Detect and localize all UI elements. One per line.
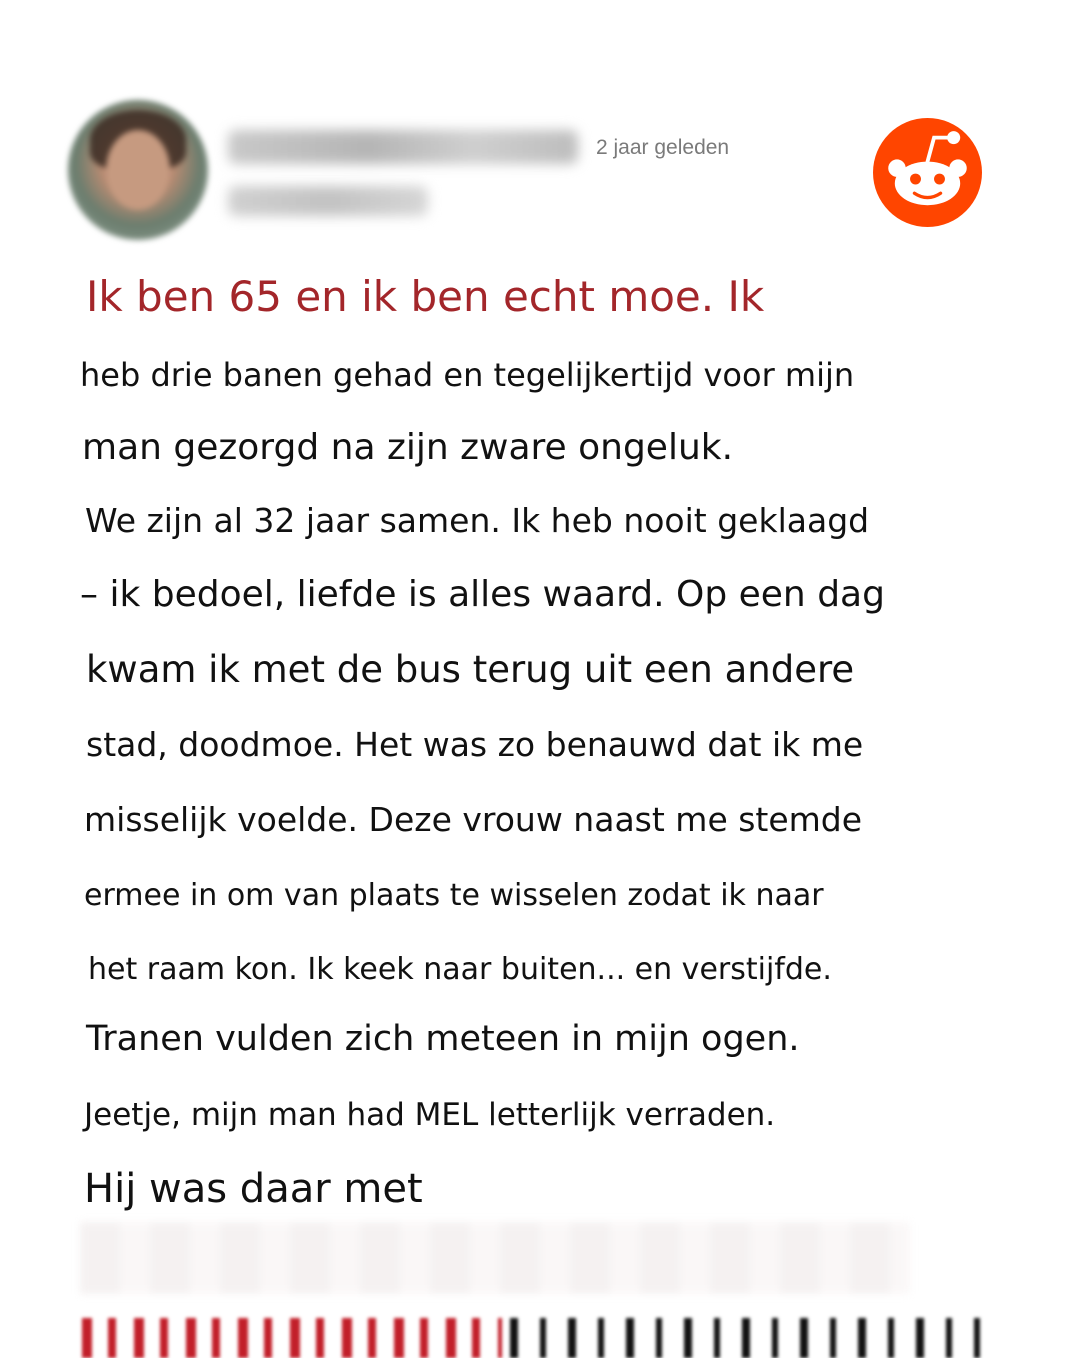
post-line: misselijk voelde. Deze vrouw naast me stemde bbox=[84, 800, 863, 839]
post-line: man gezorgd na zijn zware ongeluk. bbox=[82, 427, 734, 468]
post-timestamp: 2 jaar geleden bbox=[596, 136, 730, 159]
post-line: We zijn al 32 jaar samen. Ik heb nooit geklaagd bbox=[85, 501, 870, 540]
reddit-icon bbox=[873, 118, 982, 227]
subreddit-redacted bbox=[228, 186, 428, 216]
post-line: stad, doodmoe. Het was zo benauwd dat ik me bbox=[86, 725, 864, 764]
post-line: heb drie banen gehad en tegelijkertijd voor mijn bbox=[80, 356, 855, 394]
post-line: kwam ik met de bus terug uit een andere bbox=[86, 648, 855, 691]
avatar[interactable] bbox=[68, 100, 208, 240]
redacted-text-block bbox=[80, 1222, 910, 1294]
post-line: Jeetje, mijn man had MEL letterlijk verraden. bbox=[84, 1097, 776, 1133]
redacted-black-text bbox=[510, 1318, 980, 1358]
redacted-red-text bbox=[82, 1318, 502, 1358]
post-line: Tranen vulden zich meteen in mijn ogen. bbox=[86, 1019, 800, 1059]
post-title: Ik ben 65 en ik ben echt moe. Ik bbox=[86, 272, 765, 321]
username-redacted bbox=[228, 130, 578, 164]
post-line: ermee in om van plaats te wisselen zodat ik naar bbox=[84, 878, 824, 913]
post-line: – ik bedoel, liefde is alles waard. Op een dag bbox=[80, 574, 885, 615]
post-line: Hij was daar met bbox=[84, 1166, 423, 1212]
post-line: het raam kon. Ik keek naar buiten... en verstijfde. bbox=[88, 952, 832, 987]
